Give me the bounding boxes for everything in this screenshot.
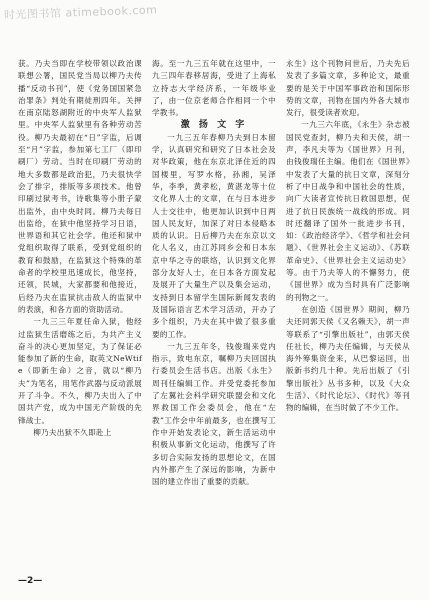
section-heading: 激 扬 文 字: [180, 120, 248, 131]
text-column-2: [152, 58, 276, 488]
paragraph: 永生》这个刊物问世后，乃夫先后发表了多篇文章，多种论文，最重要的是关于中国军事政治和国际形势的文章，刊物在国内外各大城市发行，很受读者欢迎。: [286, 59, 410, 118]
paragraph: 一九三五年春柳乃夫到日本留学，认真研究和研究了日本社会及对华政策，他在东京北泽住近的四国楼里，写罗水格，孙湘，吴泽华，李季，黄孝松，黄湛龙等十位文化界人士的文章，在与日本进步人士交往中，他更加认识到中日两国人民友好，加深了对日本侵略本质的认识。日后柳乃夫在东京以文化人名义，由江苏同乡会和日本东京中华之寺的联络，认识到文化界部分友好人士，在日本各方面发起及展开了大量生产以及集会运动，支持到日本留学生国际新闻发表的及国际语言艺术学习活动，开办了多个组织，乃夫在其中做了很多重要的工作。: [152, 132, 276, 339]
text-column-3: [286, 58, 410, 415]
text-column-1: [18, 58, 142, 439]
paragraph: 一九三五年冬，钱俊瑞来党内指示，致电东京，嘱柳乃夫回国执行委员会生活书店。出版《永生》周刊任编辑工作。并受党委托参加了左翼社会科学研究联盟会和文化界救国工作会委员会，他在“左教”工作会中年前最多，也在撰写工作中开始发表论文，新生活运动中积极从事新文化运动，他撰写了许多切合实际发扬的思想论文，在国内外都产生了深远的影响，为新中国的建立作出了重要的贡献。: [152, 341, 276, 487]
site-watermark: 时光图书馆 atimebook.com: [3, 3, 158, 22]
paragraph: 海。至一九三五年就在这里中，一九三四年春移居海，受进了上海私立持志大学经济系，一年级毕业了，由一位京老师合作相同一个中学教书。: [152, 59, 276, 118]
paragraph: 一九三六年底，《永生》杂志被国民党查封，柳乃夫和天侯，胡一声，李凡夫等为《国世界》月刊，由钱俊瑞任主编。他们在《国世界》中发表了大量的抗日文章，深刻分析了中日战争和中国社会的性质，向广大读者宣传抗日救国思想，促进了抗日民族统一战线的形成。同时还翻译了国外一批进步书刊，如：《政治经济学》、《哲学和社会问题》、《世界社会主义运动》、《苏联革命史》、《世界社会主义运动史》等。由于乃夫等人的不懈努力，使《国世界》成为当时具有广泛影响的刊物之一。: [286, 120, 410, 302]
paragraph: 在创造《国世界》期间，柳乃夫还同郭天侯《又名赖天》，胡一声等联系了“引擎出版社”，由郭天侯任社长，柳乃夫任编辑，与天侯从海外筹集资金来，从巴黎运回，出版新书约几十种。先后出版了《引擎出版社》丛书多种，以及《大众生活》、《时代论坛》、《时代》等刊物的编辑，在当时做了不少工作。: [286, 304, 410, 413]
paragraph: 获。乃夫当即在学校带领以政治课联想公署，国民党当局以柳乃夫传播“反动书刊”，使《党务国国紧急治罪条》判处有期徒刑四年。关押在南京陆怒湖附近的中央军人监狱里。中央军人监狱里有各种劳动苦役。柳乃夫最初在“日”字监，后调至“月”字监，参加第七工厂（即印刷厂）劳动。当时在印刷厂劳动的地大多数都是政治犯，乃夫很快学会了排字，排版等多项技术。他曾印刷过狱考书，诗歌集等小册子蒙出监外，由中央时同。柳乃夫每日出监给，在狱中他坚持学习日语，世界语和其它社会学。他还和狱中党组织取得了联系，受到党组织的教育和鼓励，在监狱这个特殊的革命者的学校里迅速成长，他坚持，还领，民城，大家都要和他接近，后经乃夫在监狱抗击敌人的监狱中的表演，和各方面的资助活动。: [18, 59, 142, 314]
paragraph: 柳乃夫出狱不久即赴上: [33, 427, 112, 437]
paragraph: 一九三三年夏任命入狱，他经过监狱生活磨练之后，为共产主义奋斗的决心更加坚定，为了保证必能参加了新的生命，取英文NeWtife（即新生命）之音，就以“柳乃夫”为笔名，用笔作武器与反动派展开了斗争。不久，柳乃夫出入了中国共产党，成为中国无产阶级的先锋战士。: [18, 317, 142, 425]
page-number: —2—: [18, 576, 43, 586]
